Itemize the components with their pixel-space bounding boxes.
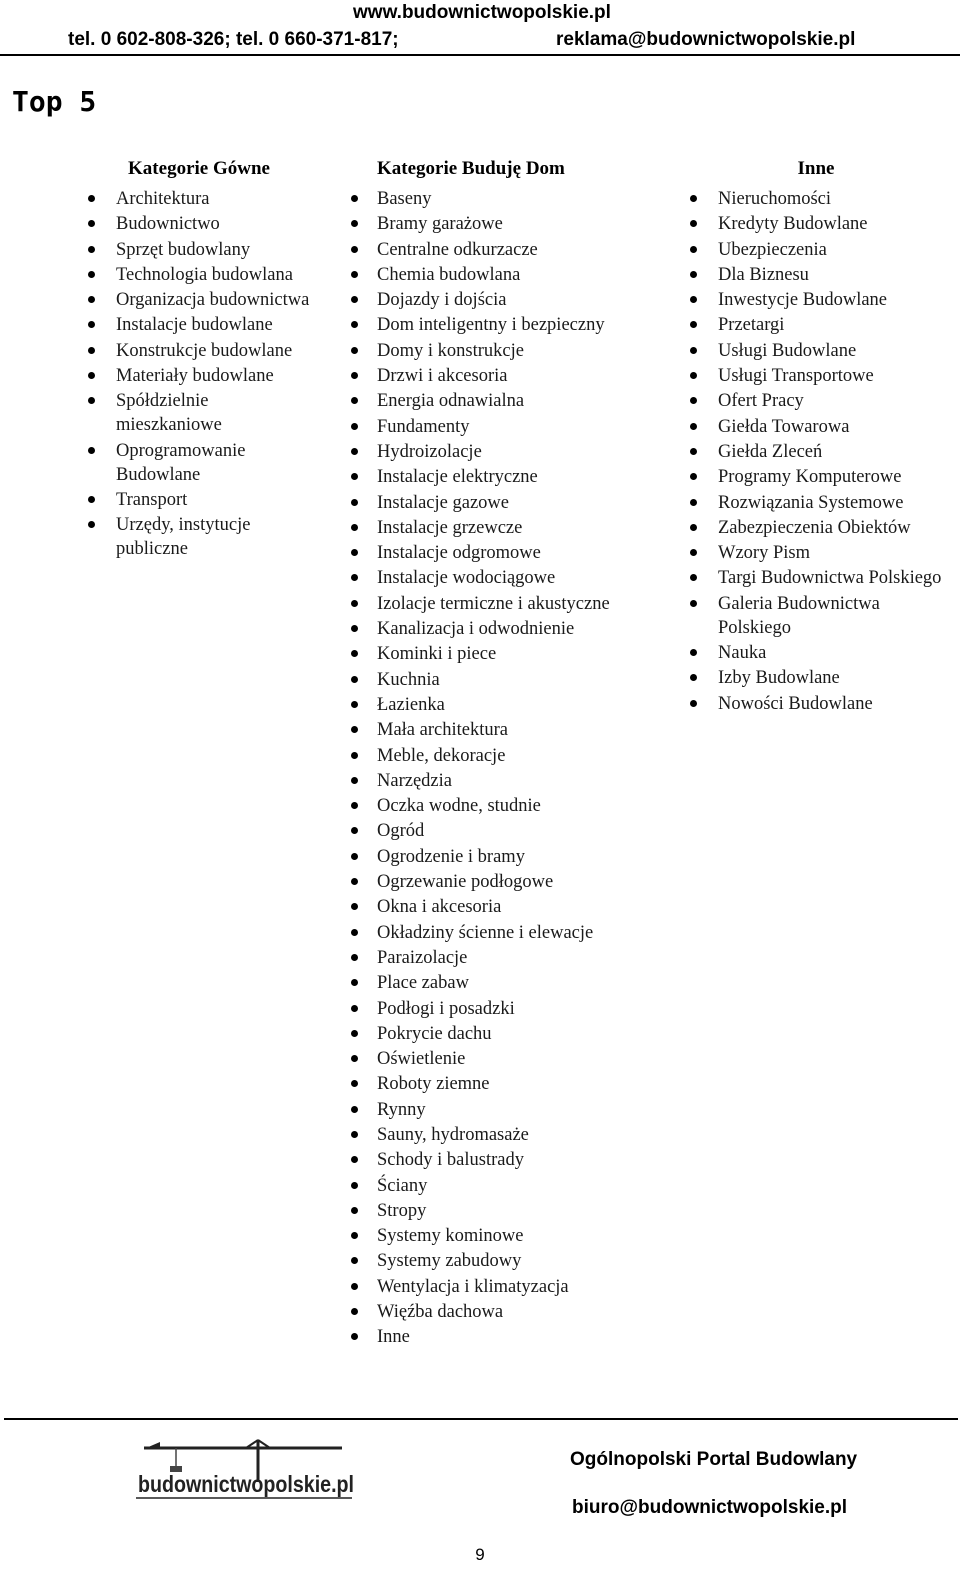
column-heading: Kategorie Gówne xyxy=(128,158,270,179)
category-label: Meble, dekoracje xyxy=(377,745,506,766)
category-item[interactable] xyxy=(345,946,665,970)
column-other-categories xyxy=(686,157,946,717)
category-label: Instalacje wodociągowe xyxy=(377,568,556,589)
category-item[interactable] xyxy=(686,313,946,337)
category-item[interactable] xyxy=(84,389,314,437)
bullet-icon xyxy=(690,296,697,303)
category-item[interactable] xyxy=(345,1224,665,1248)
category-label: Ofert Pracy xyxy=(718,391,804,412)
bullet-icon xyxy=(351,676,358,683)
bullet-icon xyxy=(690,574,697,581)
category-label: Chemia budowlana xyxy=(377,264,521,285)
bullet-icon xyxy=(351,574,358,581)
category-item[interactable] xyxy=(345,339,665,363)
category-label: Centralne odkurzacze xyxy=(377,239,538,260)
bullet-icon xyxy=(690,321,697,328)
bullet-icon xyxy=(351,979,358,986)
bullet-icon xyxy=(690,600,697,607)
category-item[interactable] xyxy=(345,263,665,287)
bullet-icon xyxy=(690,649,697,656)
category-label: Transport xyxy=(116,489,188,510)
category-item[interactable] xyxy=(686,592,946,640)
category-label: Dojazdy i dojścia xyxy=(377,290,507,311)
bullet-icon xyxy=(351,1055,358,1062)
category-item[interactable] xyxy=(686,415,946,439)
bullet-icon xyxy=(88,296,95,303)
category-label: Łazienka xyxy=(377,694,445,715)
category-label: Energia odnawialna xyxy=(377,391,525,412)
category-item[interactable] xyxy=(345,1249,665,1273)
category-item[interactable] xyxy=(345,668,665,692)
bullet-icon xyxy=(351,802,358,809)
bullet-icon xyxy=(690,246,697,253)
bullet-icon xyxy=(351,1106,358,1113)
category-label: Ogrodzenie i bramy xyxy=(377,846,525,867)
category-label: Targi Budownictwa Polskiego xyxy=(718,568,942,589)
column-heading: Kategorie Buduję Dom xyxy=(377,158,565,179)
category-item[interactable] xyxy=(345,870,665,894)
category-item[interactable] xyxy=(345,516,665,540)
bullet-icon xyxy=(88,521,95,528)
category-label: Inwestycje Budowlane xyxy=(718,290,888,311)
category-label: Nowości Budowlane xyxy=(718,693,873,714)
category-label: Inne xyxy=(377,1327,410,1348)
bullet-icon xyxy=(690,448,697,455)
bullet-icon xyxy=(690,700,697,707)
category-label: Organizacja budownictwa xyxy=(116,290,310,311)
site-logo xyxy=(136,1436,358,1506)
category-label: Zabezpieczenia Obiektów xyxy=(718,517,911,538)
bullet-icon xyxy=(351,1131,358,1138)
category-label: Roboty ziemne xyxy=(377,1074,490,1095)
category-label: Fundamenty xyxy=(377,416,470,437)
category-list xyxy=(686,187,946,716)
bullet-icon xyxy=(351,650,358,657)
category-list xyxy=(345,187,665,1349)
category-item[interactable] xyxy=(345,1047,665,1071)
category-label: Usługi Budowlane xyxy=(718,340,857,361)
bullet-icon xyxy=(351,499,358,506)
category-label: Przetargi xyxy=(718,315,785,336)
category-label: Pokrycie dachu xyxy=(377,1023,492,1044)
category-label: Ściany xyxy=(377,1175,428,1196)
footer-rule xyxy=(4,1418,958,1420)
category-item[interactable] xyxy=(345,288,665,312)
category-label: Usługi Transportowe xyxy=(718,366,874,387)
bullet-icon xyxy=(88,246,95,253)
bullet-icon xyxy=(690,473,697,480)
category-item[interactable] xyxy=(345,1022,665,1046)
category-item[interactable] xyxy=(345,794,665,818)
category-item[interactable] xyxy=(84,288,314,312)
bullet-icon xyxy=(690,347,697,354)
category-label: Drzwi i akcesoria xyxy=(377,366,508,387)
category-label: Kredyty Budowlane xyxy=(718,214,868,235)
category-item[interactable] xyxy=(345,1199,665,1223)
bullet-icon xyxy=(351,701,358,708)
bullet-icon xyxy=(351,271,358,278)
category-item[interactable] xyxy=(345,415,665,439)
header-rule xyxy=(0,54,960,56)
column-build-home-categories xyxy=(345,157,665,1351)
category-item[interactable] xyxy=(686,516,946,540)
bullet-icon xyxy=(351,296,358,303)
category-item[interactable] xyxy=(84,439,314,487)
category-label: Dla Biznesu xyxy=(718,264,809,285)
category-item[interactable] xyxy=(686,491,946,515)
category-label: Nauka xyxy=(718,643,767,664)
category-item[interactable] xyxy=(345,1148,665,1172)
category-label: Giełda Towarowa xyxy=(718,416,850,437)
bullet-icon xyxy=(351,954,358,961)
category-item[interactable] xyxy=(345,617,665,641)
category-item[interactable] xyxy=(345,1275,665,1299)
category-label: Budownictwo xyxy=(116,214,220,235)
category-label: Konstrukcje budowlane xyxy=(116,340,293,361)
bullet-icon xyxy=(351,1156,358,1163)
bullet-icon xyxy=(351,347,358,354)
category-item[interactable] xyxy=(686,339,946,363)
category-item[interactable] xyxy=(686,212,946,236)
category-label: Materiały budowlane xyxy=(116,366,274,387)
category-item[interactable] xyxy=(345,1123,665,1147)
category-item[interactable] xyxy=(84,364,314,388)
category-label: Więźba dachowa xyxy=(377,1302,504,1323)
category-item[interactable] xyxy=(345,895,665,919)
bullet-icon xyxy=(351,1308,358,1315)
bullet-icon xyxy=(690,674,697,681)
bullet-icon xyxy=(88,195,95,202)
category-item[interactable] xyxy=(84,488,314,512)
bullet-icon xyxy=(351,726,358,733)
bullet-icon xyxy=(351,929,358,936)
category-item[interactable] xyxy=(345,921,665,945)
category-item[interactable] xyxy=(686,238,946,262)
bullet-icon xyxy=(351,448,358,455)
category-label: Urzędy, instytucje publiczne xyxy=(116,515,251,560)
category-item[interactable] xyxy=(345,971,665,995)
category-label: Instalacje budowlane xyxy=(116,315,273,336)
portal-name: Ogólnopolski Portal Budowlany xyxy=(570,1449,858,1470)
category-label: Systemy kominowe xyxy=(377,1226,524,1247)
category-item[interactable] xyxy=(345,1174,665,1198)
bullet-icon xyxy=(351,777,358,784)
category-item[interactable] xyxy=(84,313,314,337)
category-item[interactable] xyxy=(345,997,665,1021)
category-list xyxy=(84,187,314,561)
category-item[interactable] xyxy=(345,744,665,768)
category-label: Domy i konstrukcje xyxy=(377,340,524,361)
category-item[interactable] xyxy=(686,187,946,211)
bullet-icon xyxy=(690,524,697,531)
category-item[interactable] xyxy=(345,693,665,717)
category-label: Instalacje elektryczne xyxy=(377,467,538,488)
category-item[interactable] xyxy=(686,465,946,489)
category-item[interactable] xyxy=(345,389,665,413)
bullet-icon xyxy=(351,246,358,253)
category-item[interactable] xyxy=(686,692,946,716)
category-label: Instalacje gazowe xyxy=(377,492,509,513)
category-item[interactable] xyxy=(686,389,946,413)
category-item[interactable] xyxy=(345,313,665,337)
category-item[interactable] xyxy=(345,1098,665,1122)
category-item[interactable] xyxy=(345,364,665,388)
category-item[interactable] xyxy=(345,1072,665,1096)
category-item[interactable] xyxy=(686,288,946,312)
bullet-icon xyxy=(351,1283,358,1290)
category-item[interactable] xyxy=(345,212,665,236)
bullet-icon xyxy=(88,321,95,328)
category-label: Architektura xyxy=(116,189,210,209)
category-label: Rozwiązania Systemowe xyxy=(718,492,904,513)
category-label: Nieruchomości xyxy=(718,189,832,209)
category-label: Sauny, hydromasaże xyxy=(377,1124,529,1145)
bullet-icon xyxy=(88,496,95,503)
category-item[interactable] xyxy=(686,666,946,690)
category-item[interactable] xyxy=(84,238,314,262)
category-item[interactable] xyxy=(345,769,665,793)
category-item[interactable] xyxy=(345,592,665,616)
bullet-icon xyxy=(351,1030,358,1037)
bullet-icon xyxy=(690,499,697,506)
category-label: Wentylacja i klimatyzacja xyxy=(377,1276,569,1297)
category-item[interactable] xyxy=(686,440,946,464)
category-item[interactable] xyxy=(345,491,665,515)
category-label: Stropy xyxy=(377,1200,427,1221)
bullet-icon xyxy=(690,423,697,430)
footer-email[interactable]: biuro@budownictwopolskie.pl xyxy=(572,1497,848,1518)
bullet-icon xyxy=(351,1182,358,1189)
bullet-icon xyxy=(351,903,358,910)
bullet-icon xyxy=(690,271,697,278)
category-label: Oczka wodne, studnie xyxy=(377,796,541,817)
bullet-icon xyxy=(351,1080,358,1087)
bullet-icon xyxy=(690,397,697,404)
category-label: Okładziny ścienne i elewacje xyxy=(377,922,594,943)
category-item[interactable] xyxy=(345,566,665,590)
category-item[interactable] xyxy=(345,718,665,742)
category-item[interactable] xyxy=(84,513,314,561)
category-label: Bramy garażowe xyxy=(377,214,503,235)
bullet-icon xyxy=(690,372,697,379)
category-item[interactable] xyxy=(686,566,946,590)
category-label: Galeria Budownictwa Polskiego xyxy=(718,593,880,638)
category-item[interactable] xyxy=(345,440,665,464)
category-label: Place zabaw xyxy=(377,973,469,994)
category-item[interactable] xyxy=(345,541,665,565)
category-label: Ogrzewanie podłogowe xyxy=(377,872,554,893)
category-item[interactable] xyxy=(686,364,946,388)
bullet-icon xyxy=(690,220,697,227)
bullet-icon xyxy=(88,220,95,227)
category-label: Dom inteligentny i bezpieczny xyxy=(377,315,605,336)
category-item[interactable] xyxy=(345,465,665,489)
bullet-icon xyxy=(351,397,358,404)
category-label: Izolacje termiczne i akustyczne xyxy=(377,593,610,614)
bullet-icon xyxy=(351,524,358,531)
category-item[interactable] xyxy=(345,642,665,666)
category-item[interactable] xyxy=(84,187,314,211)
bullet-icon xyxy=(351,752,358,759)
category-label: Kuchnia xyxy=(377,669,440,690)
category-label: Rynny xyxy=(377,1099,426,1120)
bullet-icon xyxy=(88,372,95,379)
bullet-icon xyxy=(351,625,358,632)
bullet-icon xyxy=(351,473,358,480)
category-label: Okna i akcesoria xyxy=(377,897,502,918)
category-item[interactable] xyxy=(345,819,665,843)
category-label: Technologia budowlana xyxy=(116,264,293,285)
bullet-icon xyxy=(351,549,358,556)
category-label: Mała architektura xyxy=(377,720,508,741)
column-heading: Inne xyxy=(797,158,835,179)
category-label: Systemy zabudowy xyxy=(377,1251,522,1272)
bullet-icon xyxy=(351,1207,358,1214)
category-item[interactable] xyxy=(686,541,946,565)
category-label: Kominki i piece xyxy=(377,644,497,665)
category-item[interactable] xyxy=(686,641,946,665)
bullet-icon xyxy=(351,878,358,885)
category-label: Kanalizacja i odwodnienie xyxy=(377,619,575,640)
logo-text: budownictwopolskie.pl xyxy=(138,1471,354,1497)
category-label: Paraizolacje xyxy=(377,947,468,968)
category-label: Podłogi i posadzki xyxy=(377,998,515,1019)
category-item[interactable] xyxy=(686,263,946,287)
category-label: Instalacje odgromowe xyxy=(377,543,541,564)
header-email[interactable]: reklama@budownictwopolskie.pl xyxy=(556,29,856,50)
bullet-icon xyxy=(351,423,358,430)
bullet-icon xyxy=(88,347,95,354)
header-phones: tel. 0 602-808-326; tel. 0 660-371-817; xyxy=(68,29,399,50)
category-label: Giełda Zleceń xyxy=(718,441,823,462)
category-label: Oświetlenie xyxy=(377,1049,466,1070)
category-label: Programy Komputerowe xyxy=(718,467,902,488)
category-label: Ubezpieczenia xyxy=(718,239,827,260)
category-label: Izby Budowlane xyxy=(718,668,840,689)
bullet-icon xyxy=(351,321,358,328)
category-label: Ogród xyxy=(377,821,425,842)
category-label: Instalacje grzewcze xyxy=(377,517,523,538)
bullet-icon xyxy=(351,372,358,379)
category-label: Hydroizolacje xyxy=(377,441,482,462)
bullet-icon xyxy=(351,600,358,607)
bullet-icon xyxy=(351,195,358,202)
bullet-icon xyxy=(351,827,358,834)
bullet-icon xyxy=(351,220,358,227)
category-item[interactable] xyxy=(84,263,314,287)
category-label: Spółdzielnie mieszkaniowe xyxy=(116,391,222,436)
page-title: Top 5 xyxy=(12,85,97,118)
category-item[interactable] xyxy=(84,212,314,236)
bullet-icon xyxy=(351,1257,358,1264)
category-label: Wzory Pism xyxy=(718,543,810,564)
bullet-icon xyxy=(88,447,95,454)
category-label: Schody i balustrady xyxy=(377,1150,524,1171)
column-main-categories xyxy=(84,157,314,563)
bullet-icon xyxy=(88,397,95,404)
category-item[interactable] xyxy=(84,339,314,363)
category-label: Narzędzia xyxy=(377,770,452,791)
bullet-icon xyxy=(351,1333,358,1340)
bullet-icon xyxy=(351,1005,358,1012)
header-site-url[interactable]: www.budownictwopolskie.pl xyxy=(353,2,611,23)
category-item[interactable] xyxy=(345,845,665,869)
bullet-icon xyxy=(690,549,697,556)
category-label: Sprzęt budowlany xyxy=(116,239,251,260)
category-item[interactable] xyxy=(345,1325,665,1349)
bullet-icon xyxy=(88,271,95,278)
bullet-icon xyxy=(351,1232,358,1239)
category-item[interactable] xyxy=(345,187,665,211)
category-label: Oprogramowanie Budowlane xyxy=(116,440,246,485)
category-item[interactable] xyxy=(345,238,665,262)
bullet-icon xyxy=(690,195,697,202)
category-label: Baseny xyxy=(377,189,432,209)
bullet-icon xyxy=(351,853,358,860)
page-number: 9 xyxy=(475,1545,485,1564)
category-item[interactable] xyxy=(345,1300,665,1324)
